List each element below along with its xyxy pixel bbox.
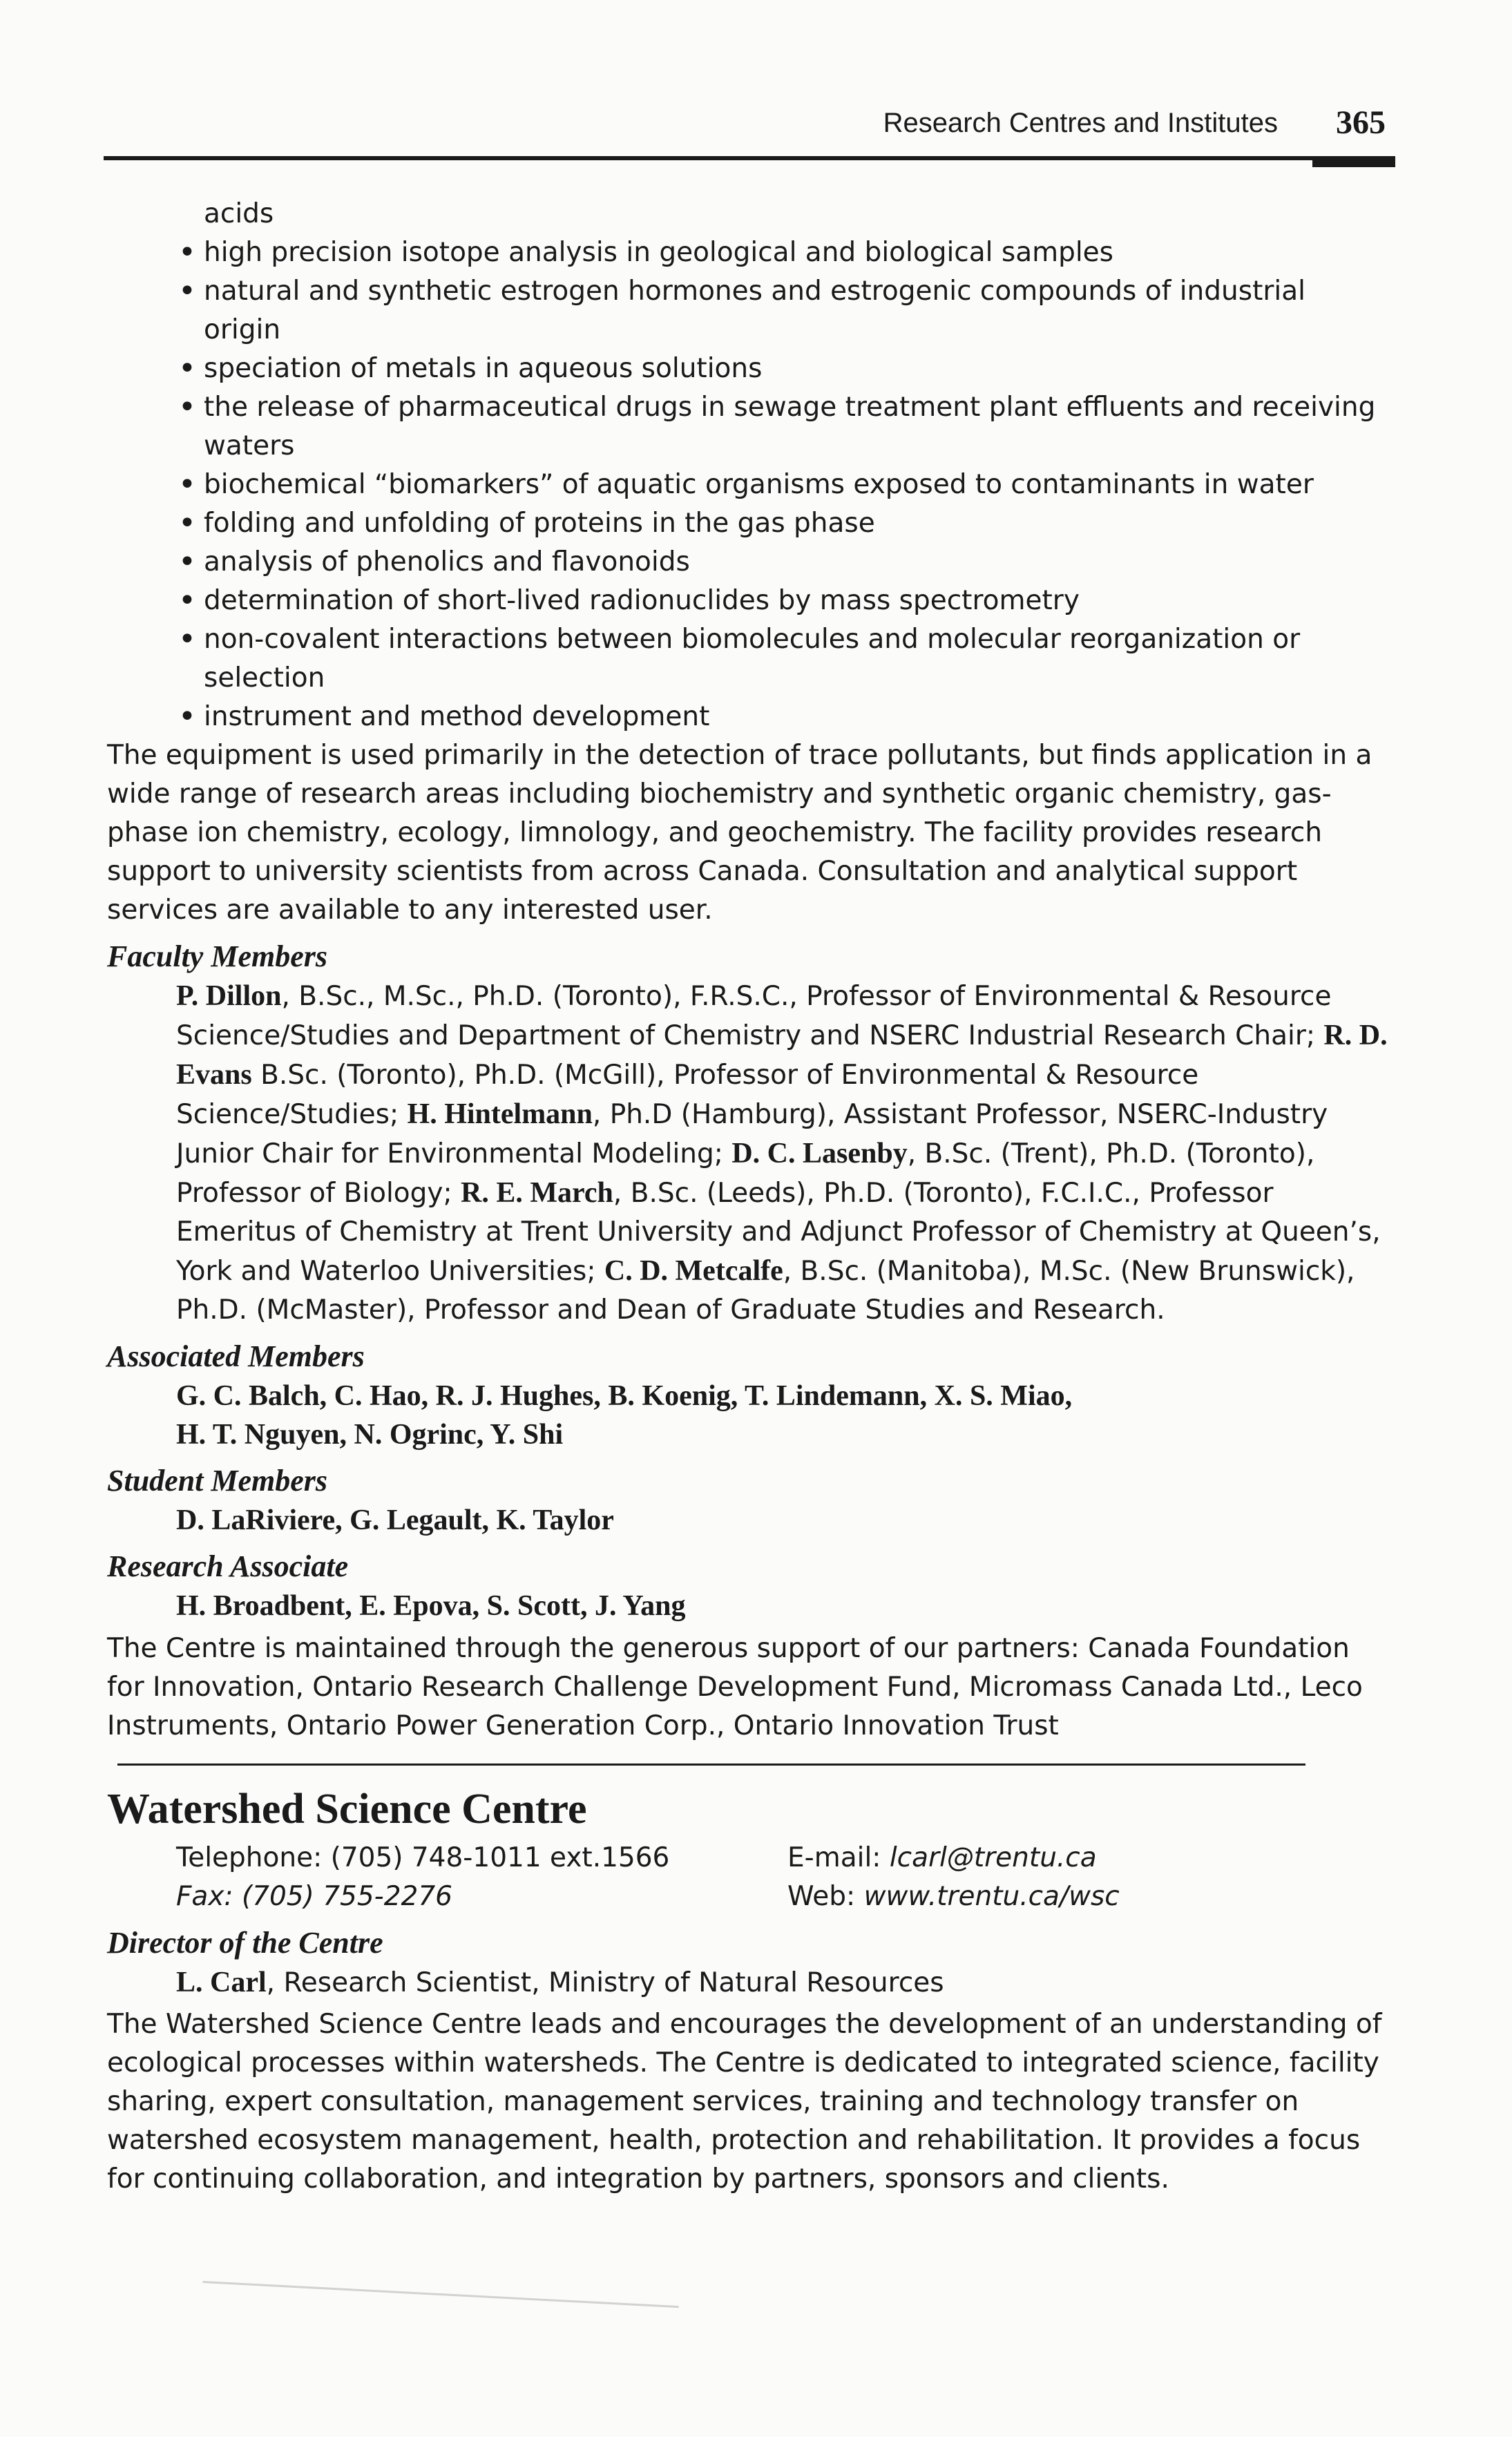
web-line — [787, 1877, 1120, 1916]
list-item: • high precision isotope analysis in geological and biological samples — [107, 233, 1388, 272]
students-heading: Student Members — [107, 1464, 328, 1498]
faculty-details: , B.Sc., M.Sc., Ph.D. (Toronto), F.R.S.C., Professor of Environmental & Resource Science/Studies and Department of Chemistry and NSERC Industrial Research Chair; — [176, 981, 1332, 1051]
director-line — [107, 1963, 1388, 2003]
section-divider — [117, 1764, 1305, 1766]
faculty-heading: Faculty Members — [107, 939, 327, 973]
associated-heading: Associated Members — [107, 1339, 365, 1373]
faculty-details: , B.Sc. (Trent), Ph.D. (Toronto), Professor of Biology; — [176, 1138, 1315, 1209]
director-details: , Research Scientist, Ministry of Natural Resources — [266, 1967, 944, 1998]
telephone: Telephone: (705) 748-1011 ext.1566 — [176, 1842, 670, 1873]
scan-mark — [198, 2281, 678, 2391]
faculty-name: D. C. Lasenby — [731, 1138, 908, 1169]
contact-phone-fax — [176, 1839, 669, 1916]
research-bullet-list — [107, 233, 1388, 736]
support-paragraph: The Centre is maintained through the generous support of our partners: Canada Foundation for Innovation, Ontario Research Challenge Development Fund, Micromass Canada Ltd., Leco Instruments, Ontario Power Generation Corp., Ontario Innovation Trust — [107, 1633, 1363, 1741]
associated-names-line-2: H. T. Nguyen, N. Ogrinc, Y. Shi — [176, 1419, 564, 1451]
header-rule-block — [1312, 156, 1395, 167]
fax: Fax: (705) 755-2276 — [176, 1881, 452, 1912]
research-associate-names: H. Broadbent, E. Epova, S. Scott, J. Yang — [176, 1590, 686, 1622]
page-number: 365 — [1336, 104, 1386, 141]
list-item: • biochemical “biomarkers” of aquatic organisms exposed to contaminants in water — [107, 466, 1388, 504]
director-name: L. Carl — [176, 1967, 267, 1998]
faculty-name: P. Dillon — [176, 980, 282, 1012]
list-item: • instrument and method development — [107, 698, 1388, 736]
faculty-details: , Ph.D (Hamburg), Assistant Professor, NSERC-Industry Junior Chair for Environmental Modeling; — [176, 1099, 1328, 1169]
faculty-details: , B.Sc. (Manitoba), M.Sc. (New Brunswick), Ph.D. (McMaster), Professor and Dean of Graduate Studies and Research. — [176, 1256, 1355, 1326]
contact-email-web — [787, 1839, 1120, 1916]
student-names: D. LaRiviere, G. Legault, K. Taylor — [176, 1504, 614, 1536]
centre-title: Watershed Science Centre — [107, 1786, 587, 1833]
faculty-name: R. E. March — [461, 1177, 613, 1209]
equipment-paragraph: The equipment is used primarily in the detection of trace pollutants, but finds application in a wide range of research areas including biochemistry and synthetic organic chemistry, gas-phase ion chemistry, ecology, limnology, and geochemistry. The facility provides research support to university scientists from across Canada. Consultation and analytical support services are available to any interested user. — [107, 740, 1372, 926]
list-item: • analysis of phenolics and flavonoids — [107, 543, 1388, 582]
email-label: E-mail: — [787, 1842, 890, 1873]
faculty-list — [107, 977, 1388, 1330]
running-header — [104, 102, 1395, 160]
running-title: Research Centres and Institutes — [883, 108, 1278, 138]
page-content — [107, 195, 1388, 2199]
list-item: • natural and synthetic estrogen hormones and estrogenic compounds of industrial origin — [107, 272, 1388, 350]
faculty-name: C. D. Metcalfe — [604, 1255, 783, 1287]
associated-names-line-1: G. C. Balch, C. Hao, R. J. Hughes, B. Koenig, T. Lindemann, X. S. Miao, — [176, 1380, 1073, 1412]
list-item: • the release of pharmaceutical drugs in sewage treatment plant effluents and receiving waters — [107, 388, 1388, 466]
faculty-name: R. D. Evans — [176, 1020, 1388, 1091]
list-item: • determination of short-lived radionuclides by mass spectrometry — [107, 582, 1388, 620]
list-item: • folding and unfolding of proteins in the gas phase — [107, 504, 1388, 543]
watershed-paragraph: The Watershed Science Centre leads and encourages the development of an understanding of ecological processes within watersheds. The Centre is dedicated to integrated science, facility sharing, expert consultation, management services, training and technology transfer on watershed ecosystem management, health, protection and rehabilitation. It provides a focus for continuing collaboration, and integration by partners, sponsors and clients. — [107, 2009, 1382, 2195]
director-heading: Director of the Centre — [107, 1926, 383, 1960]
faculty-details: B.Sc. (Toronto), Ph.D. (McGill), Professor of Environmental & Resource Science/Studies; — [176, 1060, 1199, 1130]
email-line — [787, 1839, 1120, 1877]
list-item: • non-covalent interactions between biomolecules and molecular reorganization or selection — [107, 620, 1388, 698]
list-item: • speciation of metals in aqueous solutions — [107, 350, 1388, 388]
web-address: www.trentu.ca/wsc — [863, 1881, 1120, 1912]
contact-info — [107, 1839, 1388, 1916]
email-address: lcarl@trentu.ca — [889, 1842, 1097, 1873]
faculty-name: H. Hintelmann — [407, 1098, 593, 1130]
research-associate-heading: Research Associate — [107, 1549, 349, 1583]
faculty-details: , B.Sc. (Leeds), Ph.D. (Toronto), F.C.I.C., Professor Emeritus of Chemistry at Trent University and Adjunct Professor of Chemistry at Queen’s, York and Waterloo Universities; — [176, 1178, 1381, 1287]
web-label: Web: — [787, 1881, 864, 1912]
bullet-continuation: acids — [204, 198, 274, 229]
